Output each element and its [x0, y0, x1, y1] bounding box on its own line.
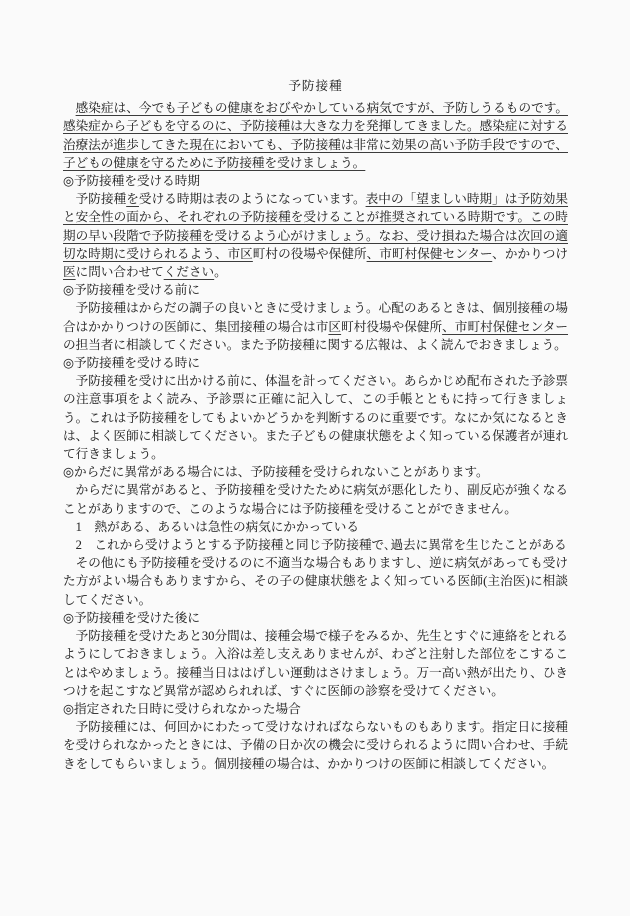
text-segment: に問い合わせて: [75, 265, 164, 280]
heading-before: ◎予防接種を受ける前に: [63, 283, 200, 298]
heading-missed-date: ◎指定された日時に受けられなかった場合: [63, 701, 301, 716]
text-segment: 予防接種を受けたあと30分間は、接種会場で様子をみるか、先生とすぐに連絡をとれるようにしておきましょう。入浴は差し支えありませんが、わざと注射した部位をこすることはやめましょう。接種当日ははげしい運動はさけましょう。万一高い熱が出たり、ひきつけを起こすなど異常が認められれば、すぐに医師の診察を受けてください。: [63, 629, 568, 698]
heading-after: ◎予防接種を受けた後に: [63, 610, 200, 625]
text-segment-underlined: 医: [63, 265, 76, 280]
text-segment-underlined: 表中の「望ましい時期」は予防効果と安全性の面から、それぞれの予防接種を受けることが推奨されている時期です。この時期の早い段階で予防接種を受けるよう心がけましょう。なお、受け損ねた場合は次回の適切な時期に受けられるよう、市区: [63, 192, 569, 261]
text-segment: 、かかりつけ: [492, 246, 569, 261]
heading-timing: ◎予防接種を受ける時期: [63, 174, 200, 189]
text-segment: 。: [214, 265, 227, 280]
text-segment-underlined: 、市町村保健センター: [366, 246, 493, 261]
page-title: 予防接種: [288, 79, 343, 93]
paragraph-missed-date: [63, 718, 568, 773]
heading-at-time: ◎予防接種を受ける時に: [63, 356, 200, 371]
text-segment-underlined: 、市町村保健センター: [442, 319, 569, 334]
list-item-previous-reaction: 2 これから受けようとする予防接種と同じ予防接種で､過去に異常を生じたことがある: [63, 538, 567, 553]
document-content: [63, 77, 568, 773]
text-segment: 予防接種を受けに出かける前に、体温を計ってください。あらかじめ配布された予診票の注意事項をよく読み、予診票に正確に記入して、この手帳とともに持って行きましょう。これは予防接種をしてもよいかどうかを判断するのに重要です。なにか気になるときは、よく医師に相談してください。また子どもの健康状態をよく知っている保護者が連れて行きましょう。: [63, 374, 568, 462]
paragraph-after: [63, 627, 568, 700]
paragraph-abnormal-condition: [63, 481, 568, 517]
text-segment: 予防接種はからだの調子の良いときに受けましょう。心配のあるときは、個別接種の場合はかかりつけの医師に、集団接種の場合は市: [63, 301, 568, 334]
text-segment: [63, 101, 76, 115]
paragraph-at-time: [63, 372, 568, 463]
paragraph-before: [63, 299, 568, 354]
list-item-fever: 1 熱がある、あるいは急性の病気にかかっている: [63, 519, 359, 534]
text-segment: その他にも予防接種を受けるのに不適当な場合もありますし、逆に病気があっても受けた方がよい場合もありますから、その子の健康状態をよく知っている医師(主治医)に相談してください。: [63, 556, 568, 607]
paragraph-other-cases: [63, 554, 568, 609]
text-segment-underlined: 感染症は、今でも子どもの健康をおびやかしている病気ですが、予防しうるものです。感染症から子どもを守るのに、予防接種は大きな力を発揮してきました。感染症に対する治療法が進歩してきた現在においても、予防接種は非常に効果の高い予防手段ですので、子どもの健康を守るために予防接種を受けましょう。: [63, 101, 568, 170]
text-segment-underlined: を: [126, 192, 139, 207]
text-segment: 予防接種には、何回かにわたって受けなければならないものもあります。指定日に接種を受けられなかったときには、予備の日か次の機会に受けられるように問い合わせ、手続きをしてもらいましょう。個別接種の場合は、かかりつけの医師に相談してください。: [63, 720, 568, 771]
text-segment: 受ける時期は表のようになっています。: [138, 192, 366, 207]
text-segment: 町村の役場や保健所: [252, 246, 367, 261]
paragraph-timing: [63, 190, 568, 281]
text-segment-underlined: ください: [163, 265, 215, 280]
text-segment: 予防接種: [63, 192, 127, 207]
paragraph-intro: [63, 99, 568, 172]
text-segment: からだに異常があると、予防接種を受けたために病気が悪化したり、副反応が強くなることがありますので、このような場合には予防接種を受けることができません。: [63, 483, 568, 516]
heading-abnormal-condition: ◎からだに異常がある場合には、予防接種を受けられないことがあります。: [63, 465, 489, 480]
text-segment-underlined: 区: [328, 319, 342, 334]
text-segment: 町村役場や保健所: [341, 319, 443, 334]
text-segment: の担当者に相談してください。また予防接種に関する広報は、よく読んでおきましょう。: [63, 337, 567, 352]
